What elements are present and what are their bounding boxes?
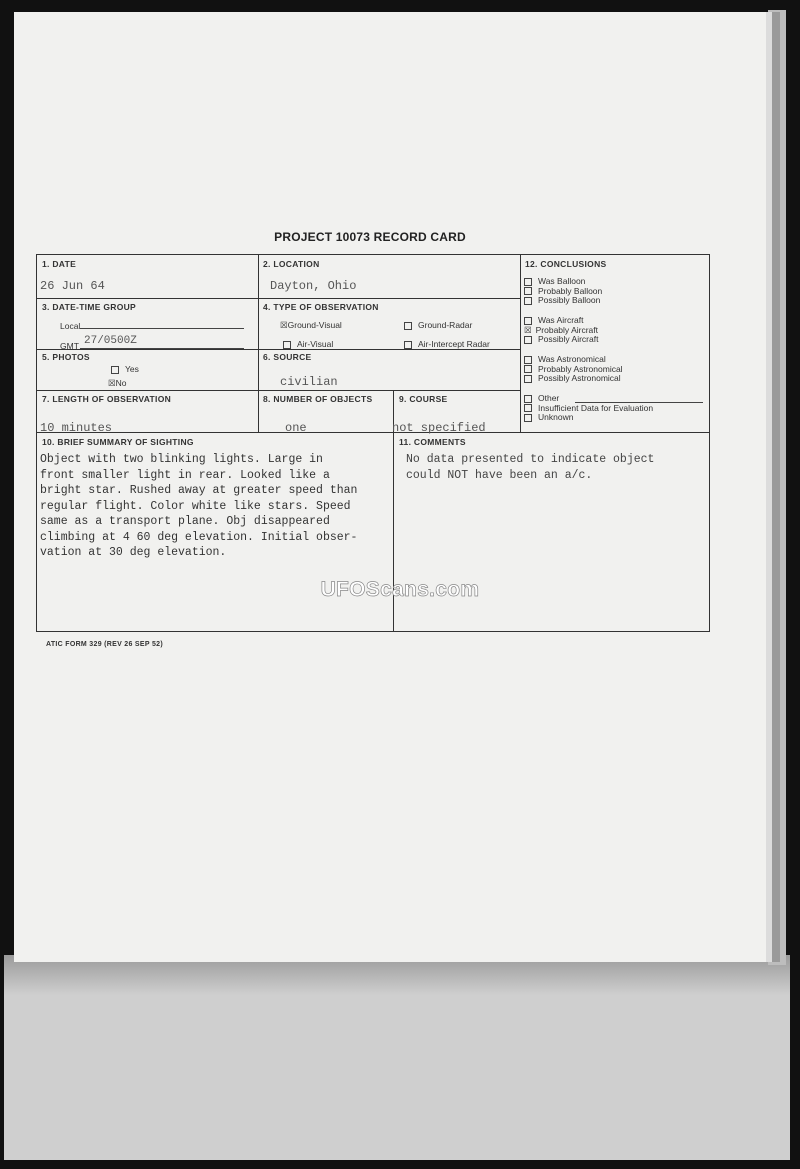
checked-box-icon: ☒ [524, 324, 532, 335]
checkbox-icon [524, 375, 532, 383]
photos-no-option: ☒No [108, 378, 127, 388]
location-label: 2. LOCATION [263, 259, 320, 269]
checkbox-icon [524, 297, 532, 305]
photos-label: 5. PHOTOS [42, 352, 90, 362]
checkbox-icon [524, 356, 532, 364]
row-divider [37, 298, 521, 299]
comments-text: No data presented to indicate object could NOT have been an a/c. [406, 453, 655, 482]
photos-yes-option: Yes [111, 364, 139, 374]
ground-radar-option: Ground-Radar [404, 320, 472, 330]
local-label: Local [60, 321, 81, 331]
conclusion-option: Was Balloon [524, 277, 602, 287]
checkbox-icon [404, 341, 412, 349]
conclusion-option: Possibly Astronomical [524, 374, 623, 384]
conclusion-option: Possibly Aircraft [524, 335, 598, 345]
conclusion-option: Was Astronomical [524, 355, 623, 365]
conclusions-astronomical-group [524, 355, 623, 384]
row-divider [37, 349, 521, 350]
brief-summary-label: 10. BRIEF SUMMARY OF SIGHTING [42, 437, 194, 447]
checkbox-icon [524, 317, 532, 325]
paper-edge [768, 10, 786, 965]
card-title: PROJECT 10073 RECORD CARD [274, 230, 466, 244]
checked-box-icon: ☒ [280, 320, 288, 330]
ground-visual-option: ☒Ground-Visual [280, 320, 342, 330]
air-visual-option: Air-Visual [283, 339, 333, 349]
source-value: civilian [280, 375, 338, 389]
length-of-observation-value: 10 minutes [40, 421, 113, 435]
conclusion-option: Was Aircraft [524, 316, 598, 326]
number-of-objects-value: one [285, 421, 307, 435]
gmt-underline [80, 348, 244, 349]
air-intercept-radar-option: Air-Intercept Radar [404, 339, 490, 349]
source-label: 6. SOURCE [263, 352, 312, 362]
brief-summary-text: Object with two blinking lights. Large in front smaller light in rear. Looked like a bright star. Rushed away at greater speed than regular flight. Color white like stars. Speed same as a transport plane. Obj disappeared climbing at 4 60 deg elevation. Initial obser- vation at 30 deg elevation. [40, 453, 358, 559]
checkbox-icon [524, 414, 532, 422]
gmt-label: GMT [60, 341, 79, 351]
checkbox-icon [111, 366, 119, 374]
conclusion-option: Possibly Balloon [524, 296, 602, 306]
conclusions-aircraft-group [524, 316, 598, 345]
conclusion-option: Unknown [524, 413, 653, 423]
checkbox-icon [524, 336, 532, 344]
row-divider [37, 390, 521, 391]
scanner-bed [4, 955, 790, 1160]
date-label: 1. DATE [42, 259, 77, 269]
watermark: UFOScans.com [320, 578, 480, 601]
checkbox-icon [524, 287, 532, 295]
gmt-value: 27/0500Z [84, 335, 137, 347]
length-of-observation-label: 7. LENGTH OF OBSERVATION [42, 394, 172, 404]
conclusion-option: Probably Balloon [524, 287, 602, 297]
checkbox-icon [524, 365, 532, 373]
other-underline [575, 402, 703, 403]
conclusions-balloon-group [524, 277, 602, 306]
conclusion-option: Other [524, 394, 653, 404]
course-value: not specified [392, 421, 486, 435]
checkbox-icon [524, 278, 532, 286]
local-underline [80, 328, 244, 329]
date-time-group-label: 3. DATE-TIME GROUP [42, 302, 137, 312]
type-of-observation-label: 4. TYPE OF OBSERVATION [263, 302, 379, 312]
checkbox-icon [283, 341, 291, 349]
checkbox-icon [524, 395, 532, 403]
comments-label: 11. COMMENTS [399, 437, 466, 447]
checkbox-icon [524, 404, 532, 412]
checkbox-icon [404, 322, 412, 330]
row-divider [37, 432, 709, 433]
date-value: 26 Jun 64 [40, 279, 105, 293]
conclusion-option: Probably Astronomical [524, 365, 623, 375]
col-divider [520, 255, 521, 432]
conclusion-option: Insufficient Data for Evaluation [524, 404, 653, 414]
number-of-objects-label: 8. NUMBER OF OBJECTS [263, 394, 373, 404]
location-value: Dayton, Ohio [270, 279, 357, 293]
course-label: 9. COURSE [399, 394, 448, 404]
conclusions-label: 12. CONCLUSIONS [525, 259, 607, 269]
col-divider [258, 255, 259, 432]
checked-box-icon: ☒ [108, 378, 116, 388]
conclusion-option: ☒ Probably Aircraft [524, 324, 598, 335]
conclusions-other-group [524, 394, 653, 423]
form-number: ATIC FORM 329 (REV 26 SEP 52) [46, 641, 163, 648]
